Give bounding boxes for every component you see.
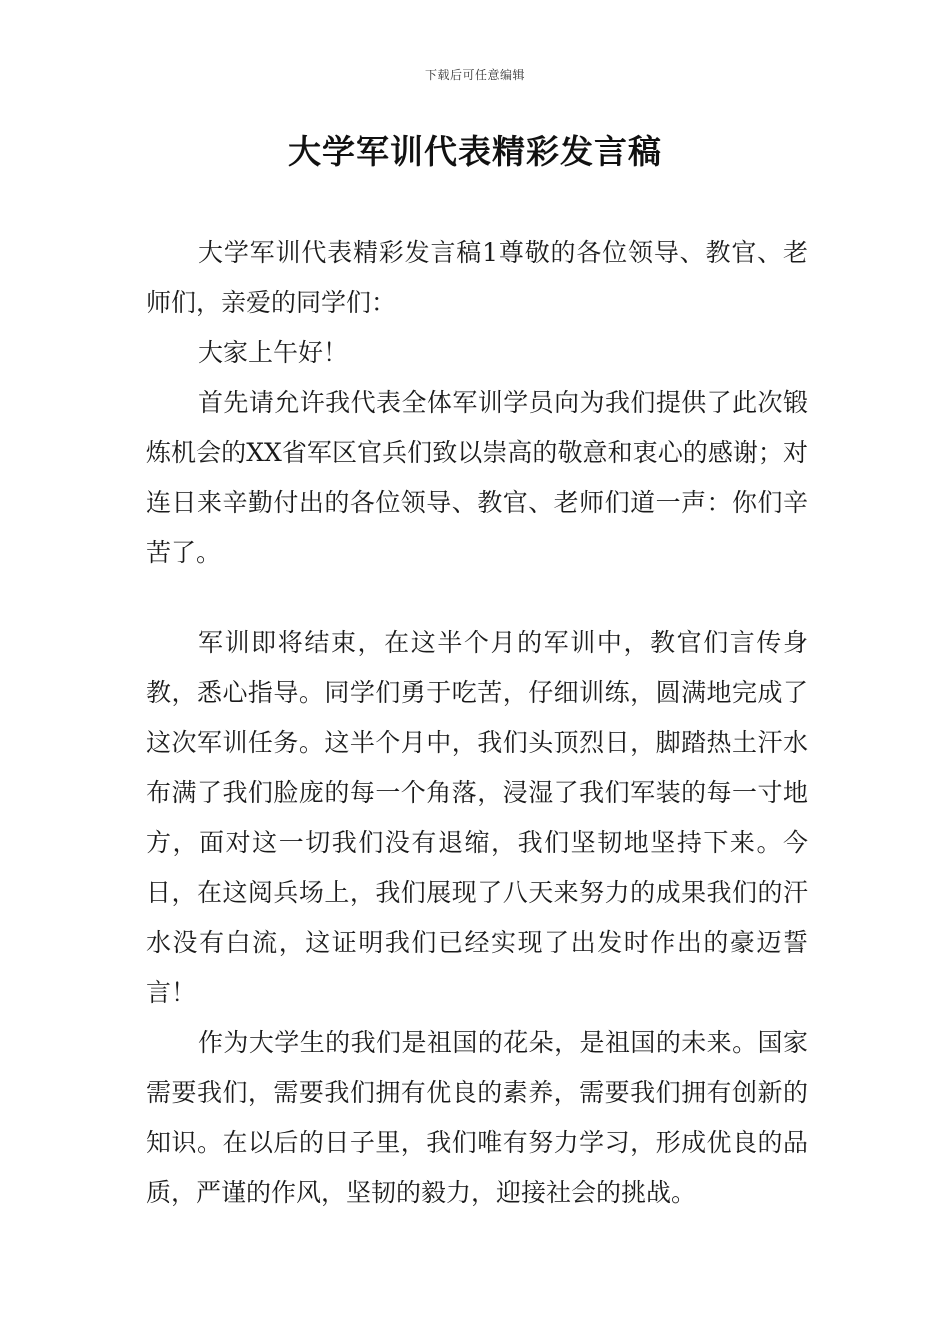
document-title: 大学军训代表精彩发言稿 bbox=[288, 132, 662, 171]
header-note: 下载后可任意编辑 bbox=[424, 68, 525, 82]
paragraph-salutation: 大学军训代表精彩发言稿1尊敬的各位领导、教官、老师们，亲爱的同学们： bbox=[146, 238, 808, 317]
paragraph-future: 作为大学生的我们是祖国的花朵，是祖国的未来。国家需要我们，需要我们拥有优良的素养，需要我们拥有创新的知识。在以后的日子里，我们唯有努力学习，形成优良的品质，严谨的作风，坚韧的毅力，迎接社会的挑战。 bbox=[146, 1028, 808, 1207]
paragraph-greeting: 大家上午好！ bbox=[198, 338, 349, 367]
document-body bbox=[146, 228, 808, 1218]
paragraph-training: 军训即将结束，在这半个月的军训中，教官们言传身教，悉心指导。同学们勇于吃苦，仔细训练，圆满地完成了这次军训任务。这半个月中，我们头顶烈日，脚踏热土汗水布满了我们脸庞的每一个角落，浸湿了我们军装的每一寸地方，面对这一切我们没有退缩，我们坚韧地坚持下来。今日，在这阅兵场上，我们展现了八天来努力的成果我们的汗水没有白流，这证明我们已经实现了出发时作出的豪迈誓言！ bbox=[146, 628, 808, 1007]
paragraph-thanks: 首先请允许我代表全体军训学员向为我们提供了此次锻炼机会的XX省军区官兵们致以崇高的敬意和衷心的感谢；对连日来辛勤付出的各位领导、教官、老师们道一声：你们辛苦了。 bbox=[146, 388, 808, 567]
